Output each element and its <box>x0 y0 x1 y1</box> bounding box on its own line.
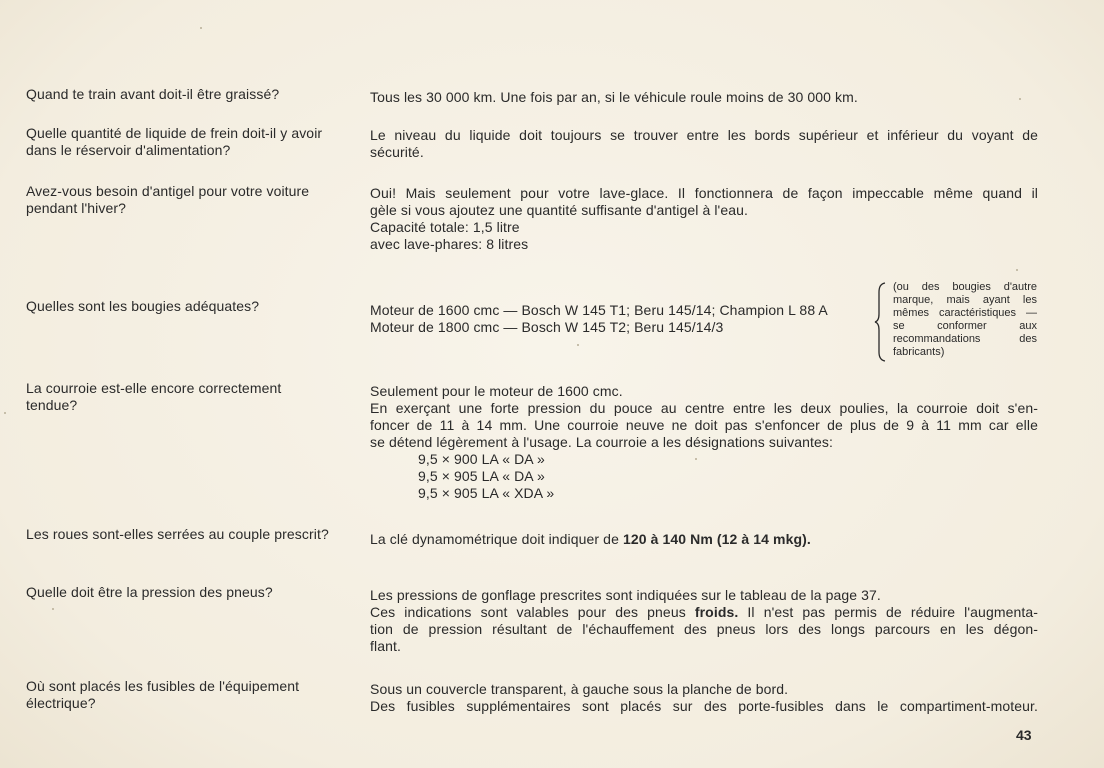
answer-line: se détend légèrement à l'usage. La courroie a les désignations suivantes: <box>370 434 833 450</box>
answer-text: Ces indications sont valables pour des pneus <box>370 604 695 620</box>
paper-speck <box>4 412 6 414</box>
answer-line: Seulement pour le moteur de 1600 cmc. <box>370 383 623 399</box>
answer-line: avec lave-phares: 8 litres <box>370 236 529 252</box>
answer-belt-tension <box>370 383 1038 502</box>
answer-text: Il n'est pas permis de réduire l'augmenta- <box>738 604 1038 620</box>
answer-fuses <box>370 681 1038 715</box>
answer-line: gèle si vous ajoutez une quantité suffisante d'antigel à l'eau. <box>370 202 748 218</box>
question-brake-fluid: Quelle quantité de liquide de frein doit-il y avoir dans le réservoir d'alimentation? <box>26 125 323 158</box>
paper-speck <box>200 27 202 29</box>
paper-speck <box>52 608 54 610</box>
answer-wheel-torque <box>370 531 1038 548</box>
question-antifreeze: Avez-vous besoin d'antigel pour votre voiture pendant l'hiver? <box>26 183 310 216</box>
answer-line: Capacité totale: 1,5 litre <box>370 219 520 235</box>
answer-antifreeze <box>370 185 1038 253</box>
answer-text: La clé dynamométrique doit indiquer de <box>370 531 623 547</box>
curly-brace-icon <box>874 282 888 362</box>
answer-line: tion de pression résultant de l'échauffement des pneus lors des longs parcours en les dégon- <box>370 621 1038 637</box>
answer-line: Sous un couvercle transparent, à gauche sous la planche de bord. <box>370 681 789 697</box>
spark-plug-note: (ou des bougies d'autre marque, mais ayant les mêmes caractéristiques — se conformer aux recommandations des fabricants) <box>893 281 1037 358</box>
question-wheel-torque: Les roues sont-elles serrées au couple prescrit? <box>26 526 329 542</box>
answer-line: Moteur de 1800 cmc — Bosch W 145 T2; Beru 145/14/3 <box>370 319 724 335</box>
answer-line: Des fusibles supplémentaires sont placés sur des porte-fusibles dans le compartiment-moteur. <box>370 698 1038 714</box>
belt-designation: 9,5 × 905 LA « DA » <box>418 468 545 484</box>
answer-line: Oui! Mais seulement pour votre lave-glace. Il fonctionnera de façon impeccable même quand il <box>370 185 1038 201</box>
answer-line: foncer de 11 à 14 mm. Une courroie neuve ne doit pas s'enfoncer de plus de 9 à 11 mm car elle <box>370 417 1038 433</box>
paper-speck <box>577 344 579 346</box>
question-tire-pressure: Quelle doit être la pression des pneus? <box>26 584 273 600</box>
torque-value: 120 à 140 Nm (12 à 14 mkg). <box>622 531 811 547</box>
answer-spark-plugs <box>370 302 870 336</box>
page-number: 43 <box>1016 727 1032 743</box>
paper-speck <box>1019 98 1021 100</box>
answer-line: flant. <box>370 638 401 654</box>
question-belt-tension: La courroie est-elle encore correctement tendue? <box>26 380 282 413</box>
answer-line: Tous les 30 000 km. Une fois par an, si le véhicule roule moins de 30 000 km. <box>370 89 858 105</box>
belt-designation: 9,5 × 905 LA « XDA » <box>418 485 555 501</box>
answer-line: En exerçant une forte pression du pouce au centre entre les deux poulies, la courroie doit s'en- <box>370 400 1038 416</box>
question-spark-plugs: Quelles sont les bougies adéquates? <box>26 298 260 314</box>
answer-line: sécurité. <box>370 144 424 160</box>
answer-line: Les pressions de gonflage prescrites sont indiquées sur le tableau de la page 37. <box>370 587 881 603</box>
emphasis-cold: froids. <box>694 604 739 620</box>
question-fuses: Où sont placés les fusibles de l'équipement électrique? <box>26 678 300 711</box>
answer-tire-pressure <box>370 587 1038 655</box>
answer-line: Le niveau du liquide doit toujours se trouver entre les bords supérieur et inférieur du voyant de <box>370 127 1038 143</box>
answer-brake-fluid <box>370 127 1038 161</box>
answer-line: Moteur de 1600 cmc — Bosch W 145 T1; Beru 145/14; Champion L 88 A <box>370 302 828 318</box>
answer-front-axle-greasing <box>370 89 1038 106</box>
answer-line <box>370 604 1038 621</box>
belt-designation: 9,5 × 900 LA « DA » <box>418 451 545 467</box>
paper-speck <box>695 458 697 460</box>
question-front-axle-greasing: Quand te train avant doit-il être graissé? <box>26 86 280 102</box>
paper-speck <box>1016 269 1018 271</box>
